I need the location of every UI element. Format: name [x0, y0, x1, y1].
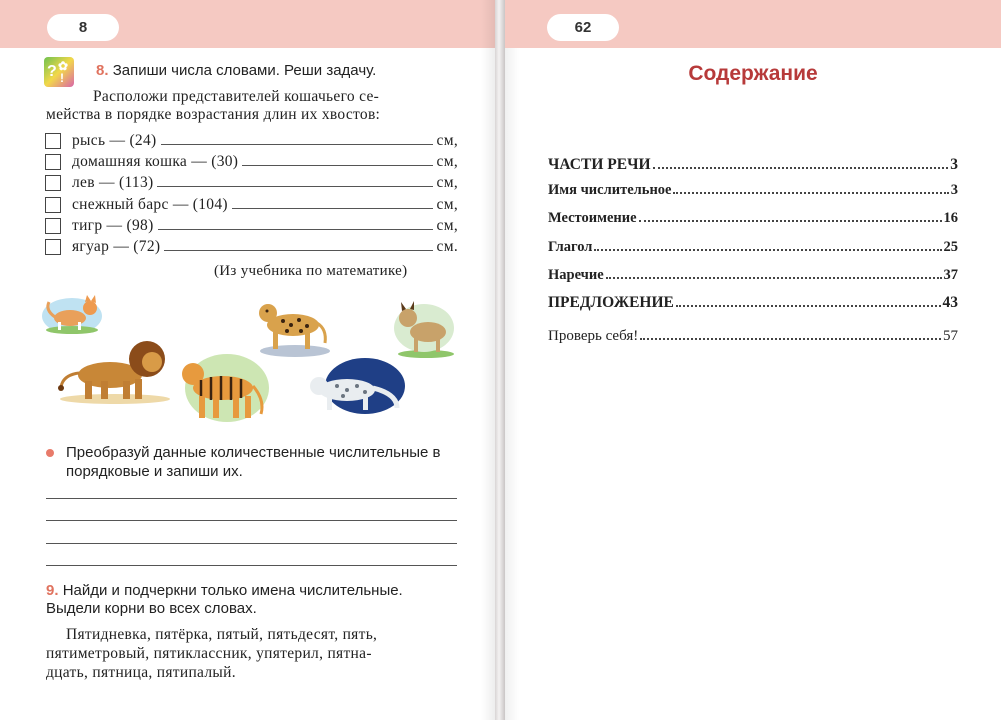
answer-line[interactable] [158, 216, 433, 230]
toc-entry[interactable] [548, 328, 958, 345]
toc-label: ПРЕДЛОЖЕНИЕ [548, 294, 674, 311]
toc-leader [673, 192, 948, 194]
toc-label: Проверь себя! [548, 328, 639, 344]
toc-entry[interactable] [548, 210, 958, 227]
toc-leader [640, 338, 941, 340]
left-page [0, 0, 495, 720]
answer-checkbox[interactable] [45, 175, 61, 191]
writing-line[interactable] [46, 543, 457, 544]
row-label: ягуар — (72) [72, 238, 161, 255]
toc-page: 57 [943, 328, 958, 344]
task-9-heading [46, 582, 403, 599]
answer-row [72, 195, 458, 215]
answer-row [72, 152, 458, 172]
toc-entry[interactable] [548, 294, 958, 312]
answer-line[interactable] [157, 173, 432, 187]
toc-entry[interactable] [548, 239, 958, 256]
toc-label: Глагол [548, 239, 593, 255]
toc-page: 16 [943, 210, 958, 226]
task-title: Выдели корни во всех словах. [46, 600, 257, 617]
answer-row [72, 173, 458, 193]
question-icon: ? ✿ ! [44, 57, 74, 87]
answer-checkbox[interactable] [45, 133, 61, 149]
row-unit: см. [436, 238, 458, 255]
answer-row [72, 237, 458, 257]
word-list-line: пятиметровый, пятиклассник, упятерил, пятна- [46, 645, 372, 662]
row-unit: см, [436, 196, 458, 213]
bullet-marker [46, 449, 54, 457]
toc-page: 43 [942, 294, 958, 311]
source-note: (Из учебника по математике) [214, 263, 408, 279]
row-label: лев — (113) [72, 174, 154, 191]
toc-leader [639, 220, 942, 222]
answer-row [72, 131, 458, 151]
jaguar-illustration [255, 293, 330, 358]
toc-entry[interactable] [548, 182, 958, 199]
toc-label: ЧАСТИ РЕЧИ [548, 156, 651, 173]
answer-row [72, 216, 458, 236]
answer-line[interactable] [242, 152, 432, 166]
answer-checkbox[interactable] [45, 197, 61, 213]
book-gutter [495, 0, 505, 720]
toc-page: 3 [950, 156, 958, 173]
task-text: Расположи представителей кошачьего се- [93, 88, 380, 105]
toc-page: 3 [950, 182, 958, 198]
lynx-illustration [392, 298, 456, 358]
page-number: 8 [47, 14, 119, 41]
task-title: Найди и подчеркни только имена числительные. [62, 582, 403, 599]
row-label: тигр — (98) [72, 217, 154, 234]
answer-checkbox[interactable] [45, 239, 61, 255]
tiger-illustration [177, 352, 269, 422]
row-unit: см, [436, 153, 458, 170]
row-label: домашняя кошка — (30) [72, 153, 239, 170]
task-8-heading [96, 62, 376, 79]
toc-leader [676, 305, 941, 307]
word-list-line: Пятидневка, пятёрка, пятый, пятьдесят, пять, [66, 626, 378, 643]
writing-line[interactable] [46, 498, 457, 499]
row-unit: см, [436, 174, 458, 191]
answer-line[interactable] [164, 237, 432, 251]
contents-title: Содержание [688, 62, 818, 85]
toc-label: Наречие [548, 267, 604, 283]
writing-line[interactable] [46, 565, 457, 566]
toc-entry[interactable] [548, 156, 958, 174]
answer-line[interactable] [232, 195, 433, 209]
bullet-task-line: порядковые и запиши их. [66, 463, 243, 480]
toc-leader [594, 249, 941, 251]
right-page [505, 0, 1001, 720]
toc-leader [653, 167, 949, 169]
toc-label: Местоимение [548, 210, 637, 226]
toc-label: Имя числительное [548, 182, 672, 198]
answer-checkbox[interactable] [45, 154, 61, 170]
cat-illustration [40, 290, 105, 335]
toc-entry[interactable] [548, 267, 958, 284]
toc-leader [606, 277, 942, 279]
row-label: рысь — (24) [72, 132, 157, 149]
task-number: 8. [96, 62, 109, 79]
toc-page: 37 [943, 267, 958, 283]
writing-line[interactable] [46, 520, 457, 521]
lion-illustration [55, 335, 170, 405]
task-text: мейства в порядке возрастания длин их хвостов: [46, 106, 381, 123]
task-title: Запиши числа словами. Реши задачу. [112, 62, 377, 79]
bullet-task-line: Преобразуй данные количественные числительные в [66, 444, 441, 461]
page-number: 62 [547, 14, 619, 41]
word-list-line: дцать, пятница, пятипалый. [46, 664, 236, 681]
row-label: снежный барс — (104) [72, 196, 228, 213]
row-unit: см, [436, 132, 458, 149]
task-number: 9. [46, 582, 59, 599]
answer-checkbox[interactable] [45, 218, 61, 234]
toc-page: 25 [943, 239, 958, 255]
row-unit: см, [436, 217, 458, 234]
answer-line[interactable] [161, 131, 433, 145]
snow-leopard-illustration [305, 358, 405, 418]
